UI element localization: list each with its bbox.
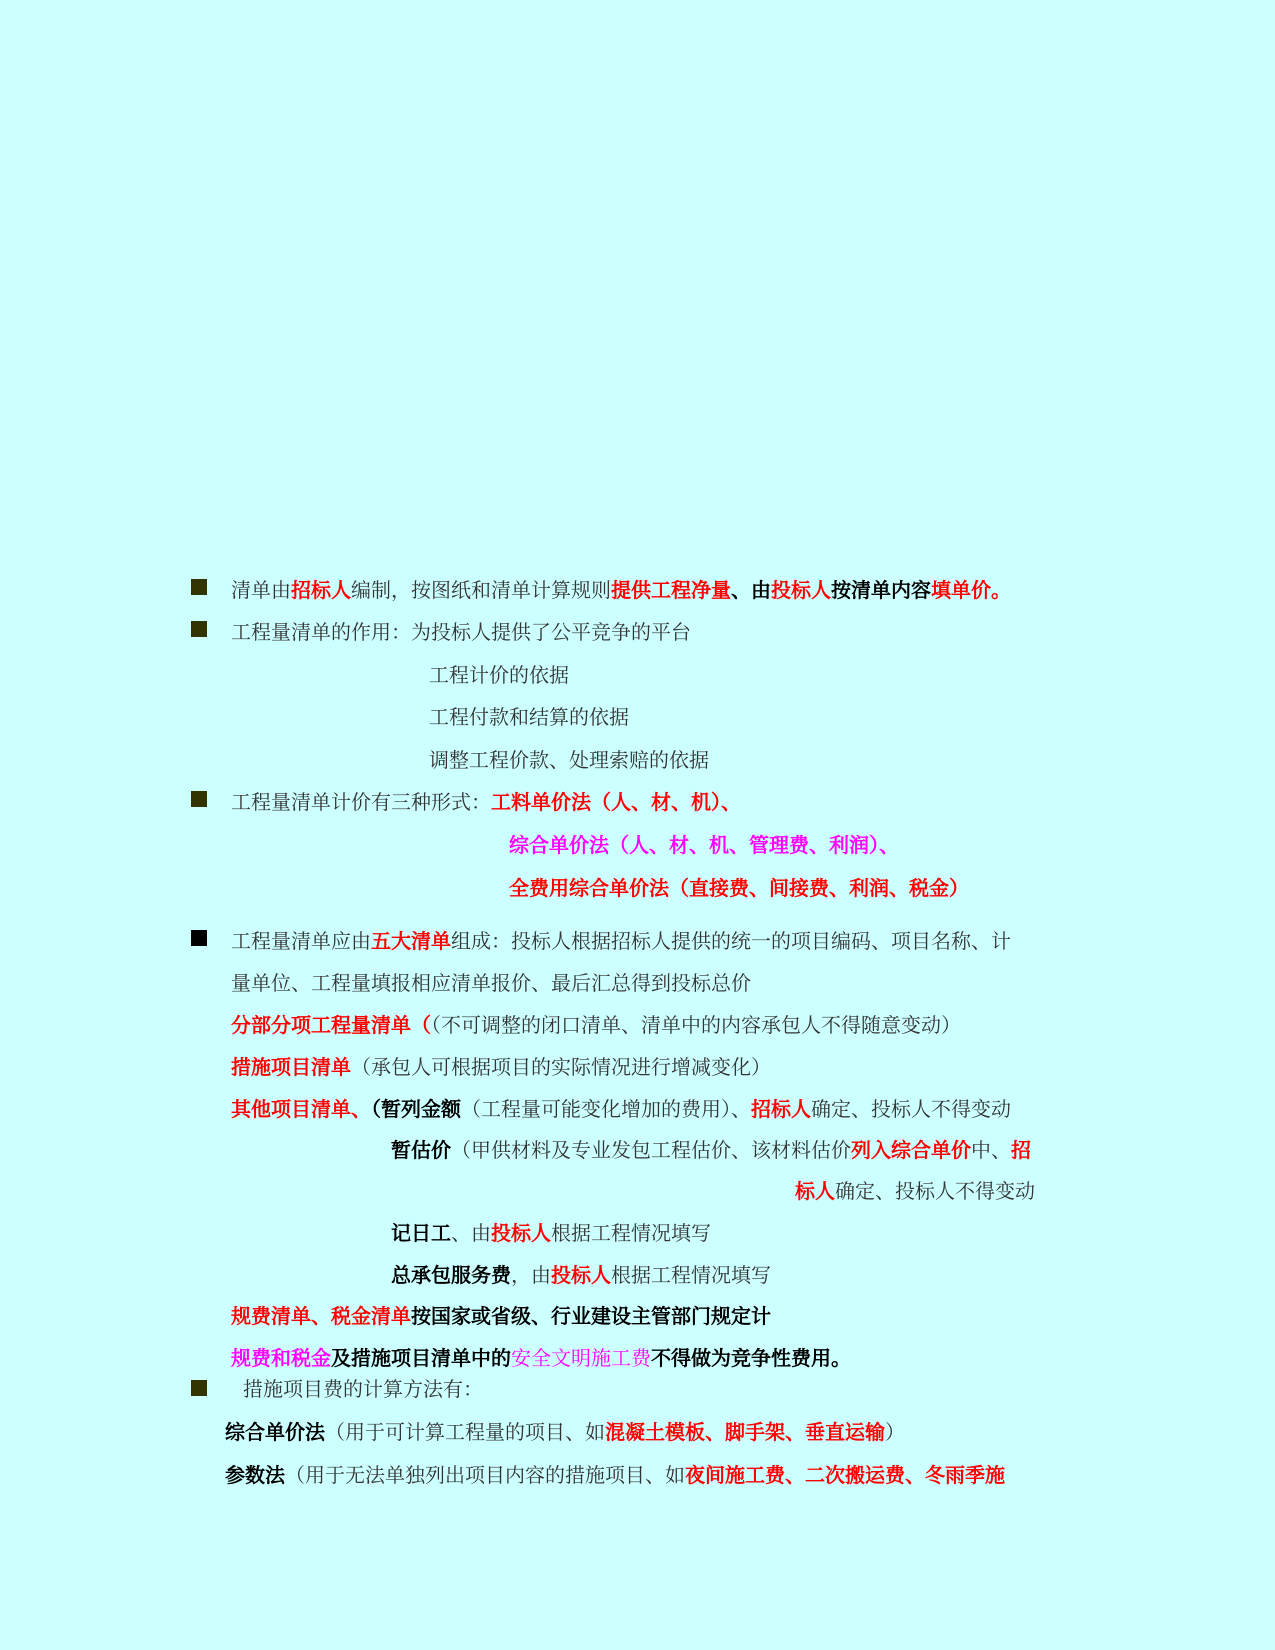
jisuan-item-zonghe-danjia: 综合单价法（用于可计算工程量的项目、如混凝土模板、脚手架、垂直运输） bbox=[225, 1420, 905, 1444]
cuoshi-xiangmu-qingdan: 措施项目清单（承包人可根据项目的实际情况进行增减变化） bbox=[231, 1055, 771, 1079]
xingshi-item-quanfeiyong: 全费用综合单价法（直接费、间接费、利润、税金） bbox=[509, 876, 969, 900]
bullet-square-icon bbox=[191, 791, 207, 807]
qita-item-zanguijia: 暂估价（甲供材料及专业发包工程估价、该材料估价列入综合单价中、招 bbox=[391, 1138, 1031, 1162]
bullet-square-icon bbox=[191, 579, 207, 595]
zuoyong-item-fukuan: 工程付款和结算的依据 bbox=[429, 705, 629, 729]
bullet-square-icon bbox=[191, 930, 207, 946]
list-item-cuoshi-jisuan: 措施项目费的计算方法有： bbox=[243, 1377, 483, 1401]
zuoyong-item-jijia: 工程计价的依据 bbox=[429, 663, 569, 687]
qita-xiangmu-qingdan: 其他项目清单、（暂列金额（工程量可能变化增加的费用）、招标人确定、投标人不得变动 bbox=[231, 1097, 1011, 1121]
list-item-wuda-qingdan: 工程量清单应由五大清单组成：投标人根据招标人提供的统一的项目编码、项目名称、计 bbox=[231, 929, 1011, 953]
qita-item-jirigong: 记日工、由投标人根据工程情况填写 bbox=[391, 1221, 711, 1245]
list-item-qingdan-zuoyong: 工程量清单的作用：为投标人提供了公平竞争的平台 bbox=[231, 620, 691, 644]
list-item-jijia-xingshi: 工程量清单计价有三种形式：工料单价法（人、材、机）、 bbox=[231, 790, 741, 814]
xingshi-item-zonghe: 综合单价法（人、材、机、管理费、利润）、 bbox=[509, 833, 899, 857]
fei-jingzhengxing-feiyong: 规费和税金及措施项目清单中的安全文明施工费不得做为竞争性费用。 bbox=[231, 1346, 851, 1370]
bullet-square-icon bbox=[191, 1380, 207, 1396]
list-item-qingdan-bianzhi: 清单由招标人编制，按图纸和清单计算规则提供工程净量、由投标人按清单内容填单价。 bbox=[231, 578, 1011, 602]
guifei-shuijin-qingdan: 规费清单、税金清单按国家或省级、行业建设主管部门规定计 bbox=[231, 1304, 771, 1328]
qita-item-zongchengbao: 总承包服务费，由投标人根据工程情况填写 bbox=[391, 1263, 771, 1287]
bullet-square-icon bbox=[191, 621, 207, 637]
jisuan-item-canshu: 参数法（用于无法单独列出项目内容的措施项目、如夜间施工费、二次搬运费、冬雨季施 bbox=[225, 1463, 1005, 1487]
qita-item-zanguijia-continuation: 标人确定、投标人不得变动 bbox=[795, 1179, 1035, 1203]
zuoyong-item-suopei: 调整工程价款、处理索赔的依据 bbox=[429, 748, 709, 772]
fenbu-fenxiang-qingdan: 分部分项工程量清单（（不可调整的闭口清单、清单中的内容承包人不得随意变动） bbox=[231, 1013, 961, 1037]
wuda-qingdan-continuation: 量单位、工程量填报相应清单报价、最后汇总得到投标总价 bbox=[231, 971, 751, 995]
